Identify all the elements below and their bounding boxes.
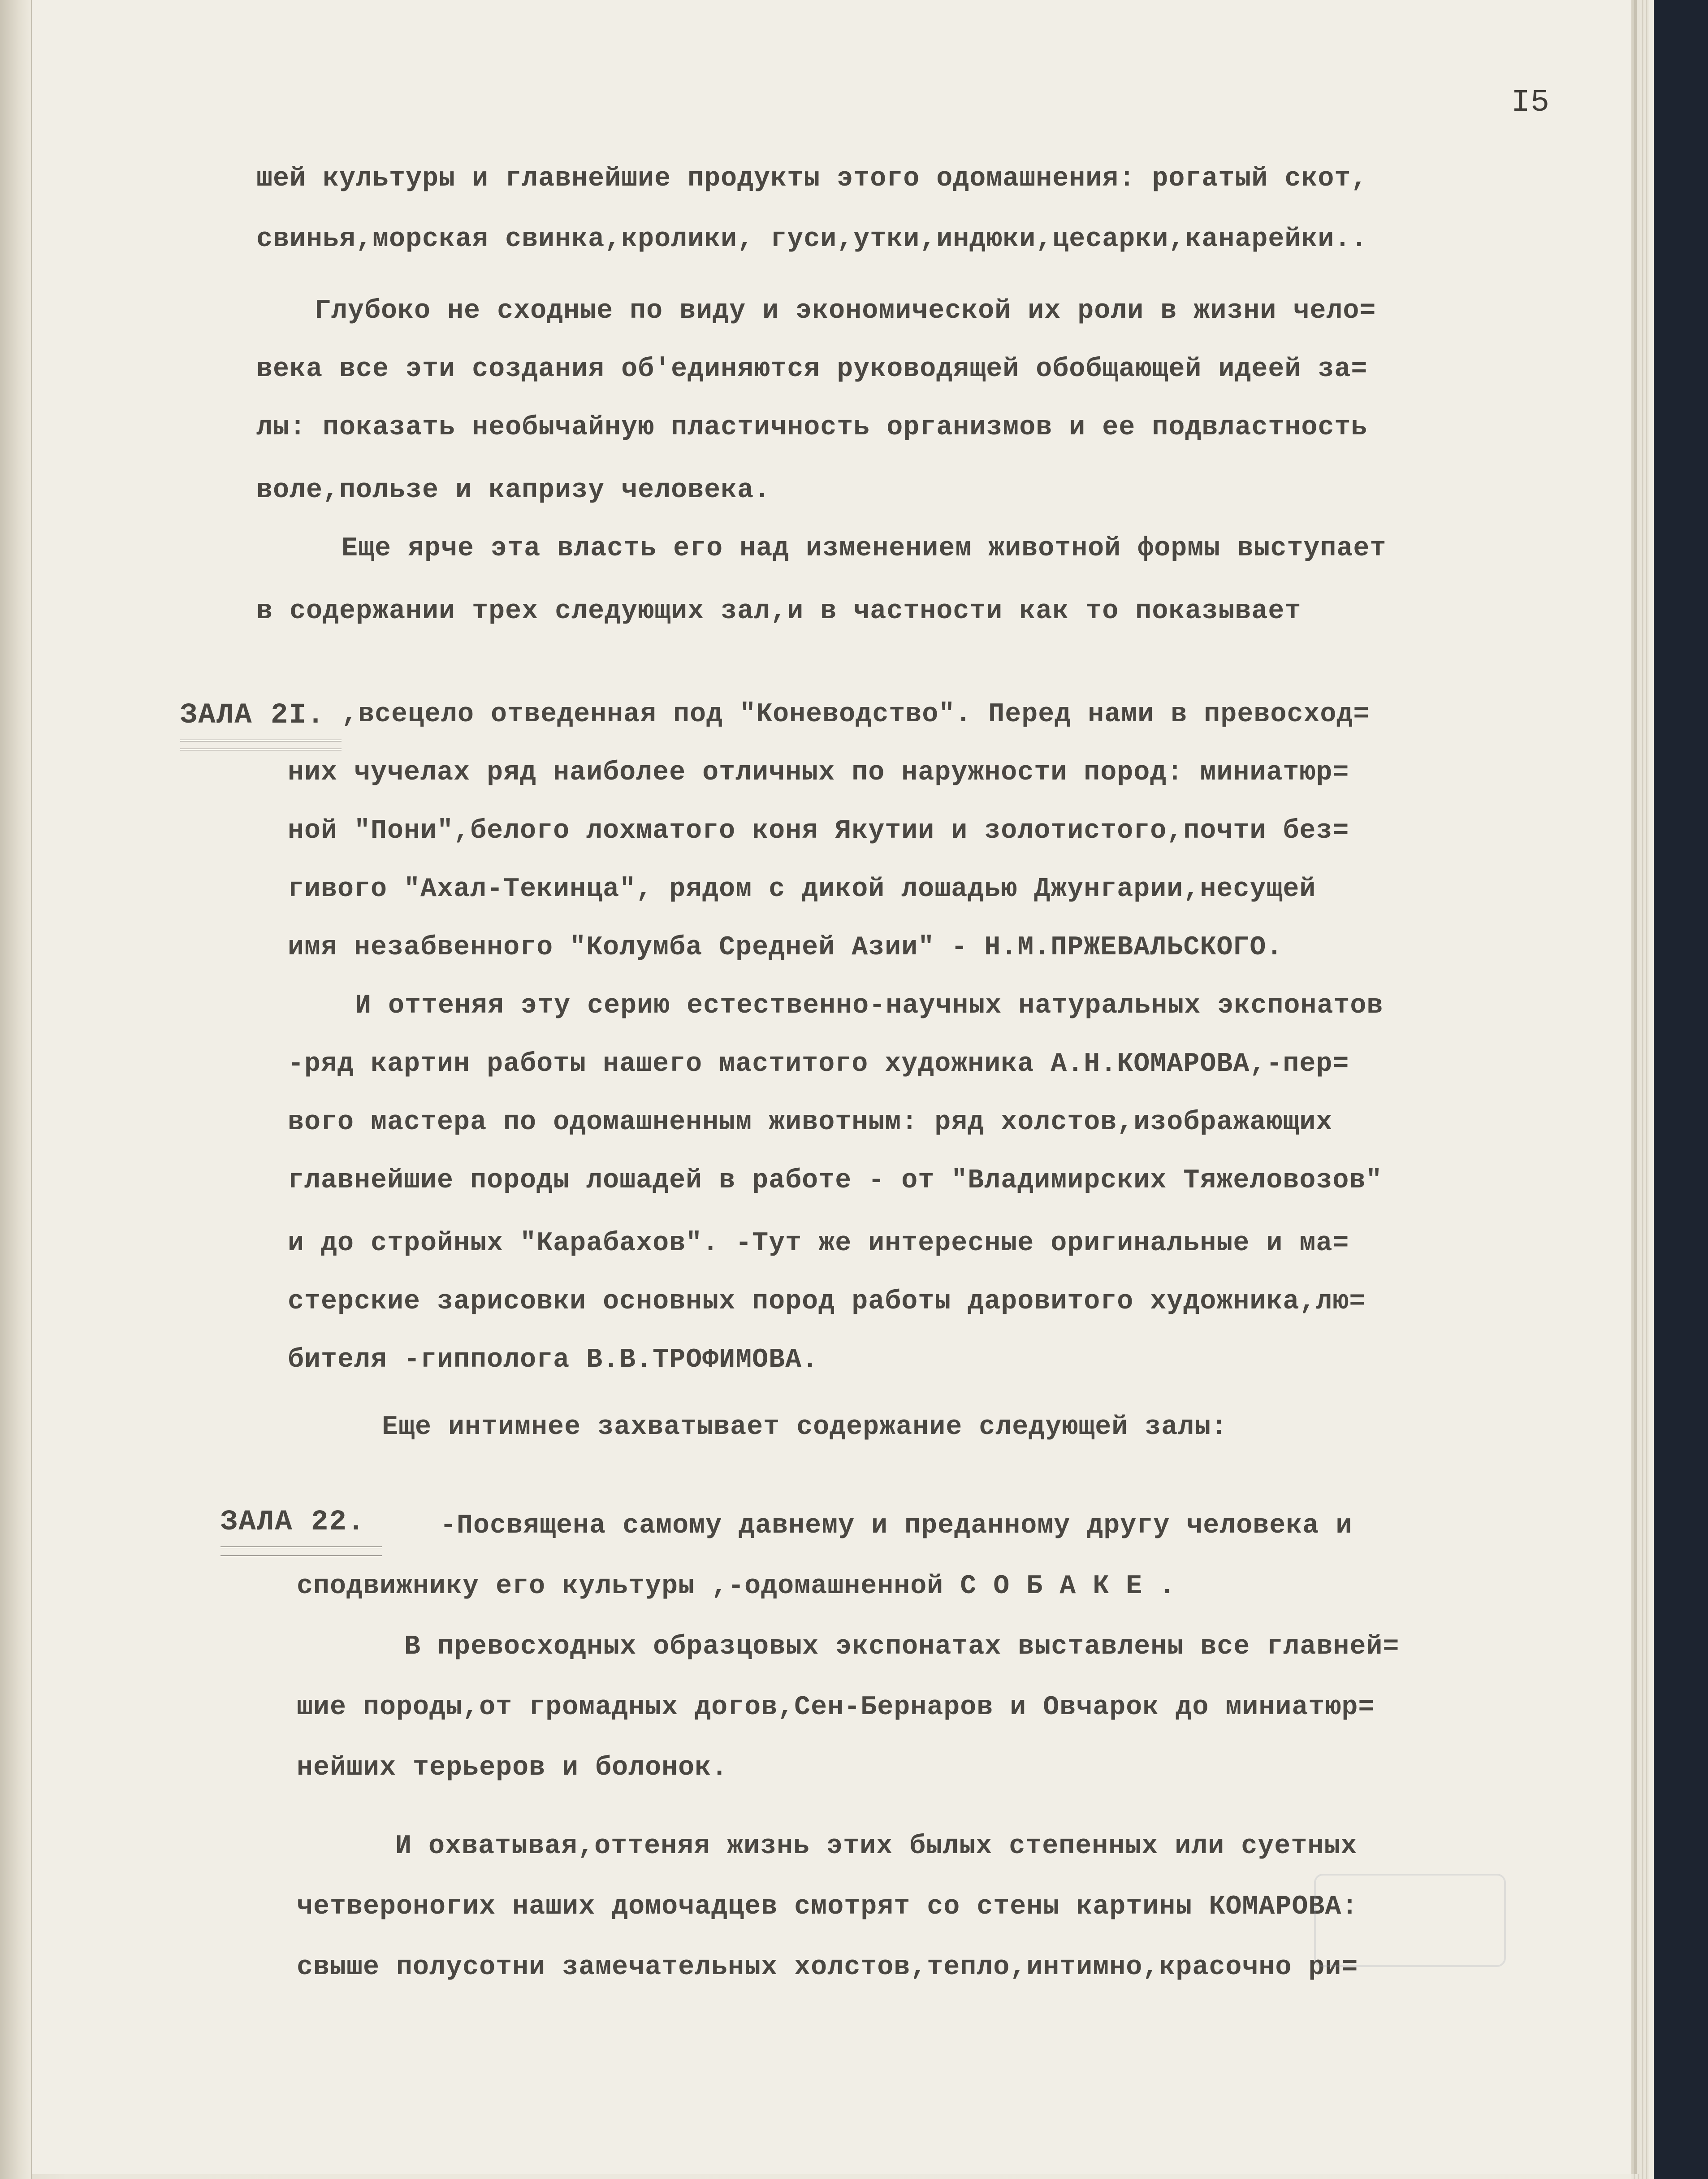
text-line: в содержании трех следующих зал,и в частности как то показывает	[256, 596, 1302, 627]
text-line: воле,пользе и капризу человека.	[256, 475, 771, 506]
text-line: них чучелах ряд наиболее отличных по наружности пород: миниатюр=	[288, 758, 1349, 788]
text-line: Еще ярче эта власть его над изменением животной формы выступает	[342, 533, 1387, 564]
left-page-edge	[0, 0, 32, 2179]
hall-22-underline	[221, 1547, 382, 1557]
text-line: имя незабвенного "Колумба Средней Азии" - Н.М.ПРЖЕВАЛЬСКОГО.	[288, 932, 1283, 963]
text-line: ,всецело отведенная под "Коневодство". Перед нами в превосход=	[342, 699, 1370, 730]
text-line: -ряд картин работы нашего маститого художника А.Н.КОМАРОВА,-пер=	[288, 1049, 1349, 1079]
text-line: шие породы,от громадных догов,Сен-Бернаров и Овчарок до миниатюр=	[297, 1692, 1375, 1723]
text-line: Глубоко не сходные по виду и экономической их роли в жизни чело=	[315, 296, 1376, 326]
hall-21-underline	[180, 740, 342, 750]
text-line: В превосходных образцовых экспонатах выставлены все главней=	[404, 1632, 1400, 1662]
hall-21-label: ЗАЛА 2I.	[180, 699, 325, 732]
text-line: гивого "Ахал-Текинца", рядом с дикой лошадью Джунгарии,несущей	[288, 874, 1316, 905]
text-line: -Посвящена самому давнему и преданному другу человека и	[440, 1511, 1353, 1541]
text-line: четвероногих наших домочадцев смотрят со стены картины КОМАРОВА:	[297, 1892, 1358, 1922]
text-line: вого мастера по одомашненным животным: ряд холстов,изображающих	[288, 1107, 1333, 1138]
text-line: сподвижнику его культуры ,-одомашненной С О Б А К Е .	[297, 1571, 1176, 1602]
text-line: стерские зарисовки основных пород работы даровитого художника,лю=	[288, 1287, 1366, 1317]
text-line: главнейшие породы лошадей в работе - от "Владимирских Тяжеловозов"	[288, 1165, 1383, 1196]
text-line: лы: показать необычайную пластичность организмов и ее подвластность	[256, 412, 1368, 443]
text-line: бителя -гиппологa В.В.ТРОФИМОВА.	[288, 1345, 819, 1375]
text-line: века все эти создания об'единяются руководящей обобщающей идеей за=	[256, 354, 1368, 385]
text-line: и до стройных "Карабахов". -Тут же интересные оригинальные и ма=	[288, 1228, 1349, 1259]
text-line: Еще интимнее захватывает содержание следующей залы:	[382, 1412, 1228, 1443]
typewritten-page	[32, 0, 1631, 2174]
text-line: свинья,морская свинка,кролики, гуси,утки,индюки,цесарки,канарейки..	[256, 224, 1368, 255]
text-line: И охватывая,оттеняя жизнь этих былых степенных или суетных	[395, 1831, 1358, 1862]
text-line: И оттеняя эту серию естественно-научных натуральных экспонатов	[355, 991, 1384, 1021]
text-line: свыше полусотни замечательных холстов,тепло,интимно,красочно ри=	[297, 1952, 1358, 1983]
hall-22-label: ЗАЛА 22.	[221, 1506, 366, 1538]
faded-stamp	[1314, 1874, 1506, 1967]
page-number: I5	[1511, 85, 1550, 121]
page-text	[32, 0, 1631, 2174]
text-line: ной "Пони",белого лохматого коня Якутии и золотистого,почти без=	[288, 816, 1349, 846]
text-line: шей культуры и главнейшие продукты этого одомашнения: рогатый скот,	[256, 164, 1368, 194]
text-line: нейших терьеров и болонок.	[297, 1753, 728, 1783]
right-page-stack	[1631, 0, 1649, 2179]
